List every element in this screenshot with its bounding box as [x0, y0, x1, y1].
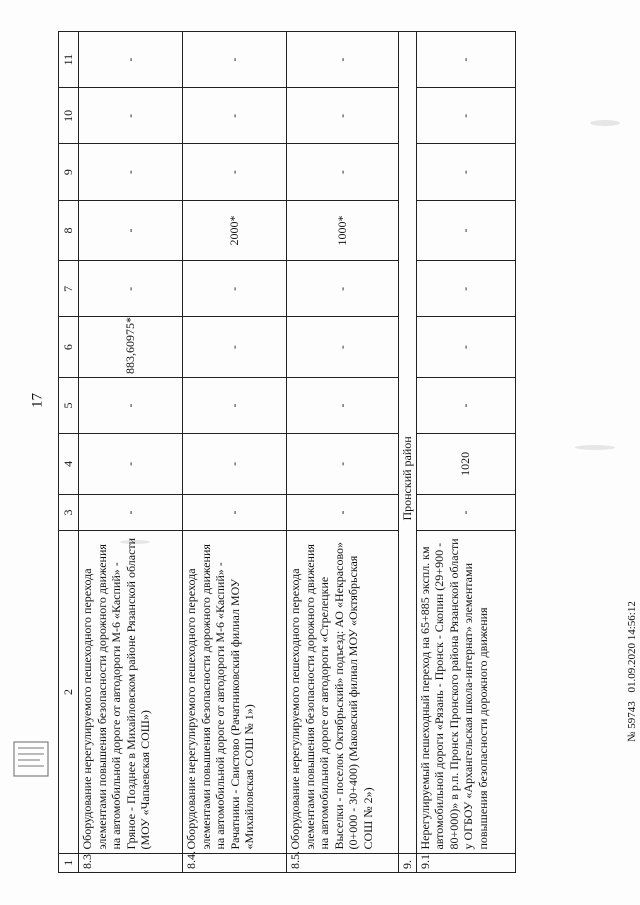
value-cell: - [79, 377, 183, 433]
row-description: Оборудование нерегулируемого пешеходного перехода элементами повышения безопасности дорожного движения на автомобильной дороге от автодороги М-6 «Каспий» - Рачатники - Свистово (Рачатниковский филиал МОУ «Михайловская СОШ № 1») [183, 531, 287, 853]
row-number: 8.5. [287, 853, 399, 872]
value-cell: - [183, 377, 287, 433]
header-cell: 10 [59, 88, 79, 144]
footer-number: № 59743 [626, 701, 638, 742]
value-cell: - [79, 200, 183, 261]
row-number: 8.3 [79, 853, 183, 872]
value-cell: - [183, 32, 287, 88]
header-cell: 8 [59, 200, 79, 261]
value-cell: - [183, 261, 287, 317]
data-table [58, 31, 516, 873]
value-cell: - [416, 144, 515, 200]
section-row [399, 32, 417, 873]
header-row [59, 32, 79, 873]
value-cell: 1020 [416, 434, 515, 495]
header-cell: 2 [59, 531, 79, 853]
row-number: 8.4. [183, 853, 287, 872]
header-cell: 1 [59, 853, 79, 872]
value-cell: - [416, 32, 515, 88]
value-cell: - [416, 377, 515, 433]
footer-datetime: 01.09.2020 14:56:12 [626, 601, 638, 693]
value-cell: - [287, 317, 399, 378]
value-cell: - [287, 494, 399, 531]
value-cell: - [79, 32, 183, 88]
value-cell: 2000* [183, 200, 287, 261]
document-stamp [12, 740, 50, 778]
value-cell: - [416, 494, 515, 531]
value-cell: 1000* [287, 200, 399, 261]
value-cell: - [79, 144, 183, 200]
value-cell: 883,60975* [79, 317, 183, 378]
header-cell: 6 [59, 317, 79, 378]
table-row [183, 32, 287, 873]
value-cell: - [183, 434, 287, 495]
row-description: Оборудование нерегулируемого пешеходного перехода элементами повышения безопасности дорожного движения на автомобильной дороге от автодороги М-6 «Каспий» - Гряное - Позднее в Михайловском районе Рязанской области (МОУ «Чапаевская СОШ») [79, 531, 183, 853]
value-cell: - [183, 144, 287, 200]
value-cell: - [287, 144, 399, 200]
value-cell: - [287, 261, 399, 317]
value-cell: - [183, 88, 287, 144]
row-description: Оборудование нерегулируемого пешеходного перехода элементами повышения безопасности дорожного движения на автомобильной дороге от автодороги «Стрелецкие Выселки - поселок Октябрьский» подъезд: АО «Некрасово» (0+000 - 30+400) (Маковский филиал МОУ «Октябрьская СОШ № 2») [287, 531, 399, 853]
value-cell: - [183, 317, 287, 378]
value-cell: - [416, 261, 515, 317]
value-cell: - [287, 377, 399, 433]
row-number: 9. [399, 853, 417, 872]
table-row [287, 32, 399, 873]
table-row [416, 32, 515, 873]
value-cell: - [79, 88, 183, 144]
value-cell: - [416, 200, 515, 261]
rotated-table-wrapper [58, 31, 513, 873]
header-cell: 3 [59, 494, 79, 531]
value-cell: - [416, 88, 515, 144]
footer-registration [626, 442, 640, 742]
header-cell: 4 [59, 434, 79, 495]
header-cell: 7 [59, 261, 79, 317]
value-cell: - [79, 434, 183, 495]
table-row [79, 32, 183, 873]
header-cell: 11 [59, 32, 79, 88]
section-title: Пронский район [399, 32, 417, 854]
value-cell: - [183, 494, 287, 531]
value-cell: - [79, 261, 183, 317]
value-cell: - [287, 32, 399, 88]
header-cell: 5 [59, 377, 79, 433]
header-cell: 9 [59, 144, 79, 200]
row-description: Нерегулируемый пешеходный переход на 65+885 экспл. км автомобильной дороги «Рязань - Пронск - Скопин (29+900 - 80+000)» в р.п. Пронск Пронского района Рязанской области у ОГБОУ «Архангельская школа-интернат» элементами повышения безопасности дорожного движения [416, 531, 515, 853]
row-number: 9.1 [416, 853, 515, 872]
value-cell: - [416, 317, 515, 378]
value-cell: - [287, 88, 399, 144]
value-cell: - [287, 434, 399, 495]
value-cell: - [79, 494, 183, 531]
page-number: 17 [29, 393, 46, 408]
